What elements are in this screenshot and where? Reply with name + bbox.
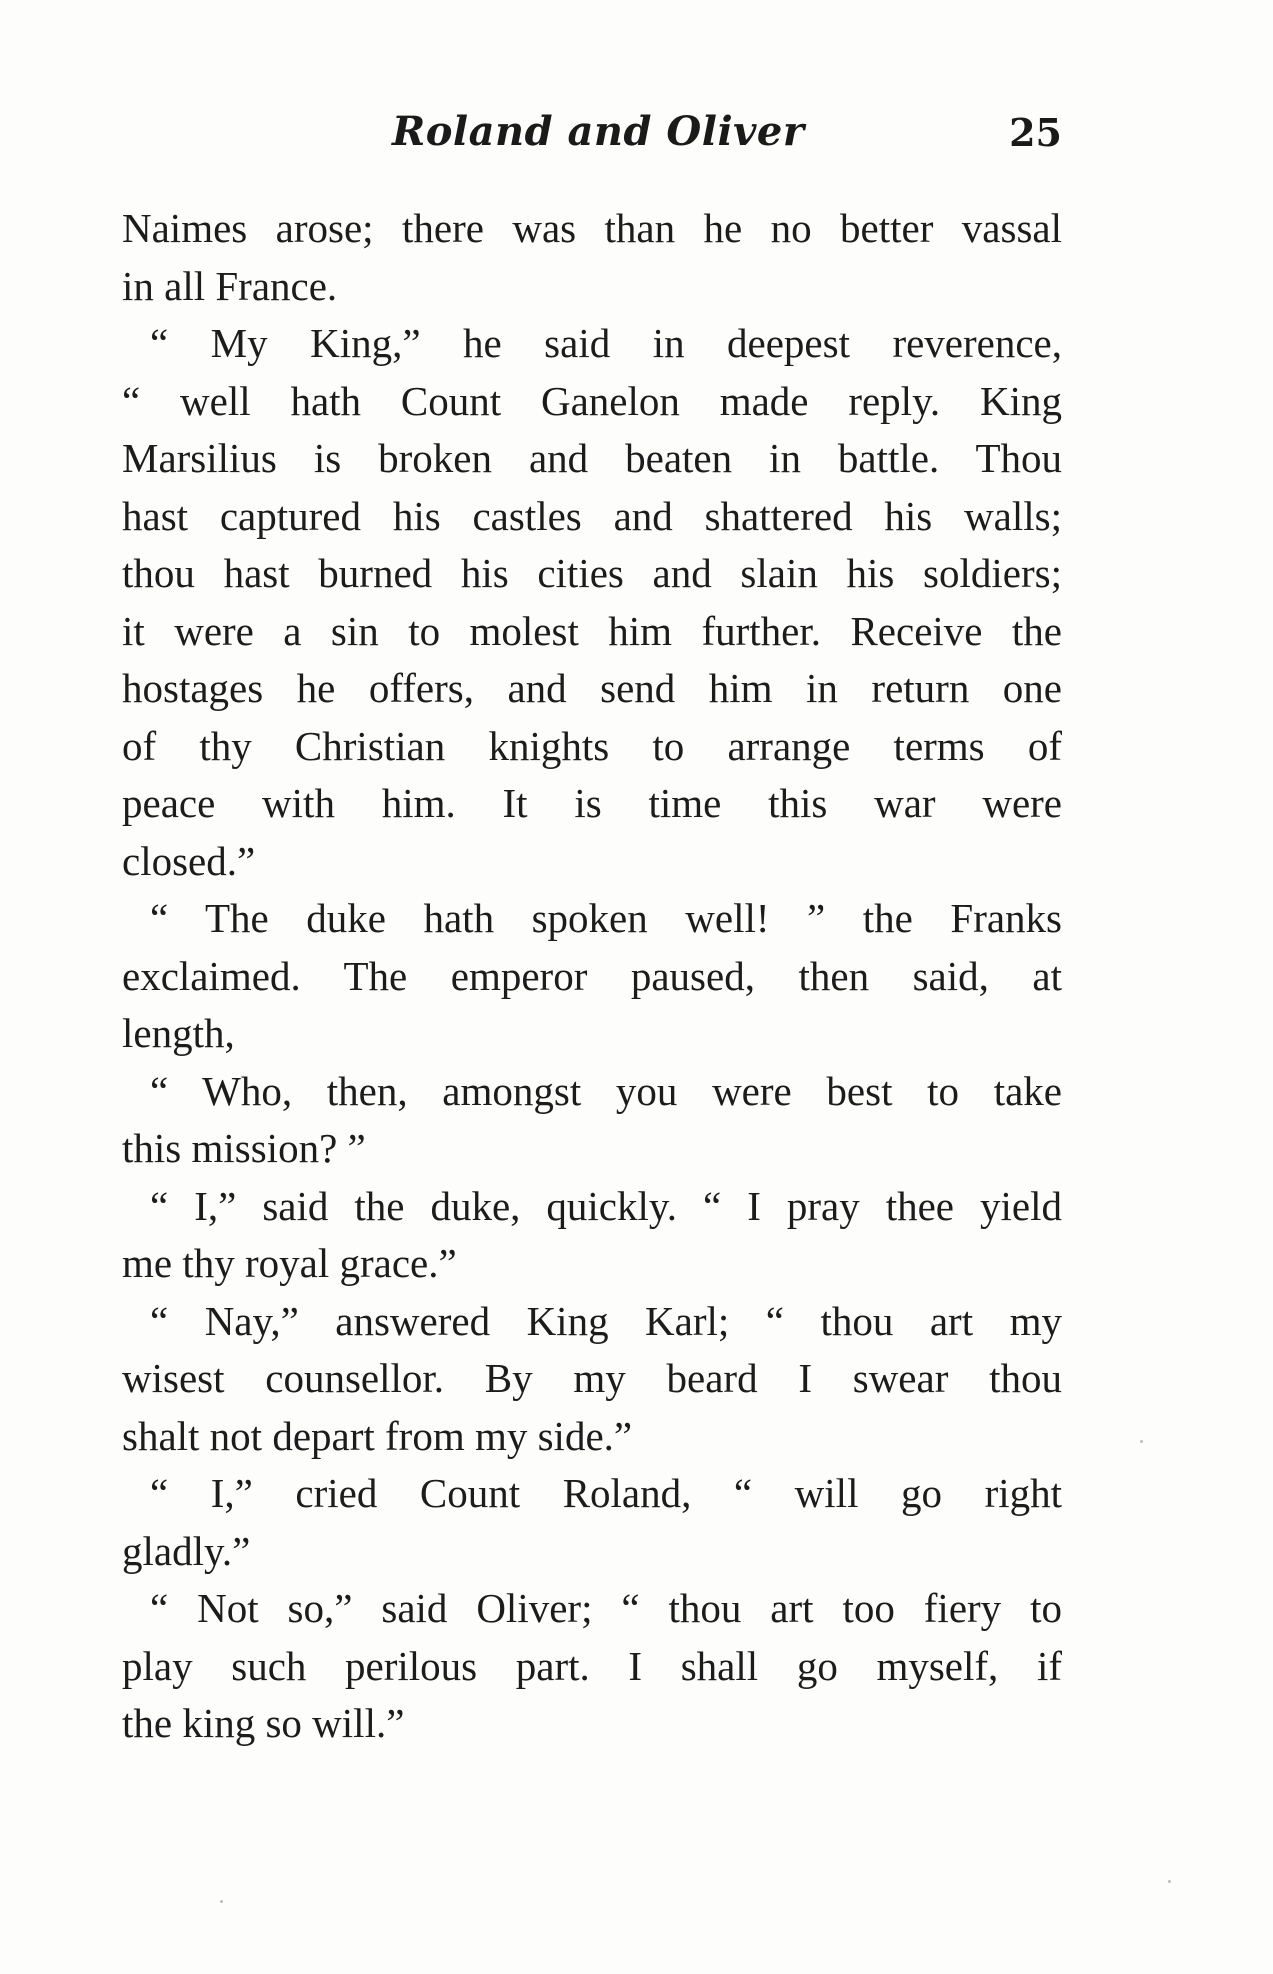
page-number: 25	[1009, 110, 1062, 155]
chapter-title: Roland and Oliver	[392, 108, 805, 155]
text-line: “ I,” cried Count Roland, “ will go right	[150, 1470, 1062, 1516]
text-line: peace with him. It is time this war were	[122, 780, 1062, 826]
text-line: closed.”	[122, 837, 256, 884]
text-line: hostages he offers, and send him in return one	[122, 665, 1062, 711]
body-text	[122, 200, 1062, 1753]
text-line: it were a sin to molest him further. Receive the	[122, 607, 1062, 654]
scan-speck	[1168, 1880, 1171, 1883]
text-line: “ Nay,” answered King Karl; “ thou art my	[150, 1297, 1062, 1344]
text-line: gladly.”	[122, 1527, 251, 1574]
text-line: in all France.	[122, 262, 338, 309]
text-line: shalt not depart from my side.”	[122, 1412, 633, 1459]
text-line: play such perilous part. I shall go myself, if	[122, 1642, 1062, 1689]
scan-speck	[1140, 1440, 1143, 1443]
text-line: “ I,” said the duke, quickly. “ I pray thee yield	[150, 1182, 1062, 1229]
text-line: length,	[122, 1010, 235, 1056]
text-line: Marsilius is broken and beaten in battle. Thou	[122, 435, 1062, 481]
running-head	[122, 108, 1062, 172]
text-line: exclaimed. The emperor paused, then said, at	[122, 952, 1062, 999]
text-line: “ well hath Count Ganelon made reply. King	[122, 377, 1062, 424]
text-line: “ My King,” he said in deepest reverence,	[150, 320, 1062, 366]
text-line: Naimes arose; there was than he no better vassal	[122, 205, 1062, 251]
text-line: this mission? ”	[122, 1125, 366, 1171]
text-line: “ The duke hath spoken well! ” the Franks	[150, 895, 1062, 941]
text-line: “ Not so,” said Oliver; “ thou art too fiery to	[150, 1585, 1062, 1631]
text-line: wisest counsellor. By my beard I swear thou	[122, 1355, 1062, 1401]
text-line: of thy Christian knights to arrange terms of	[122, 722, 1062, 769]
scan-speck	[220, 1900, 223, 1903]
text-line: hast captured his castles and shattered his walls;	[122, 492, 1062, 539]
text-line: “ Who, then, amongst you were best to take	[150, 1067, 1062, 1114]
text-line: the king so will.”	[122, 1700, 405, 1746]
text-line: thou hast burned his cities and slain his soldiers;	[122, 550, 1062, 596]
text-line: me thy royal grace.”	[122, 1240, 457, 1286]
